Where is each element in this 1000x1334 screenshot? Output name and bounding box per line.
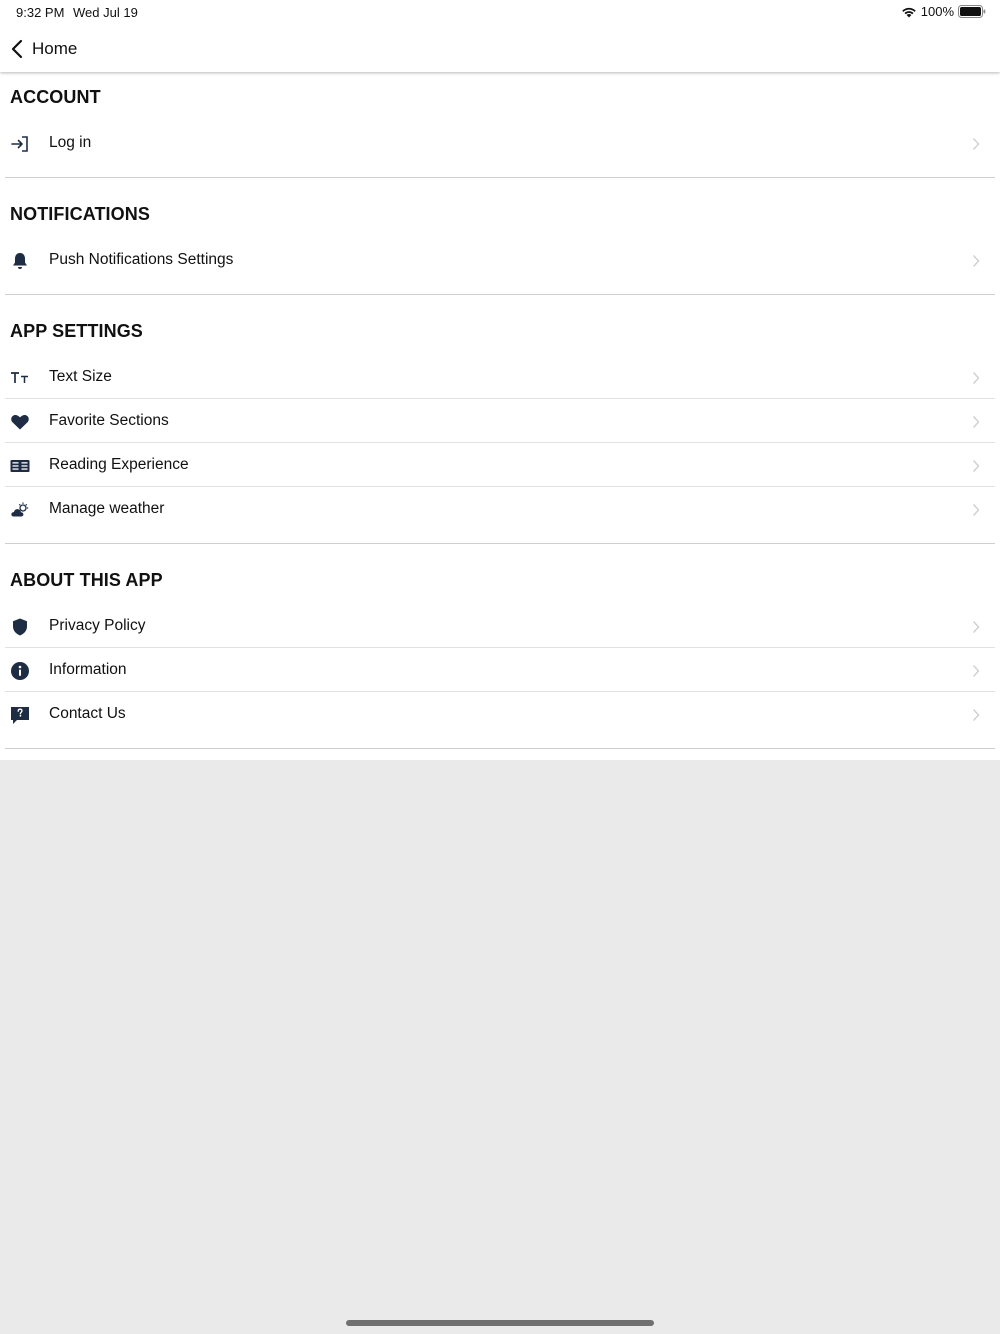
section-title-about: ABOUT THIS APP — [10, 570, 163, 590]
settings-row-label: Contact Us — [49, 705, 126, 722]
chevron-right-icon — [972, 664, 980, 678]
question-bubble-icon — [10, 705, 30, 725]
settings-row-label: Log in — [49, 134, 92, 151]
settings-row-label: Favorite Sections — [49, 412, 169, 429]
newspaper-icon — [10, 456, 30, 476]
shield-icon — [10, 617, 30, 637]
chevron-right-icon — [972, 620, 980, 634]
chevron-right-icon — [972, 503, 980, 517]
chevron-right-icon — [972, 254, 980, 268]
settings-row-push-notifications[interactable] — [0, 239, 1000, 283]
chevron-left-icon — [10, 39, 24, 59]
section-divider — [5, 294, 995, 295]
chevron-right-icon — [972, 371, 980, 385]
settings-row-text-size[interactable] — [0, 356, 1000, 400]
status-date: Wed Jul 19 — [73, 5, 138, 20]
section-title-app-settings: APP SETTINGS — [10, 321, 143, 341]
settings-row-contact-us[interactable] — [0, 693, 1000, 737]
row-divider — [5, 442, 995, 443]
battery-percentage: 100% — [920, 4, 954, 19]
settings-row-information[interactable] — [0, 649, 1000, 693]
row-divider — [5, 647, 995, 648]
text-size-icon — [10, 368, 30, 388]
section-title-account: ACCOUNT — [10, 87, 101, 107]
chevron-right-icon — [972, 708, 980, 722]
wifi-icon — [901, 6, 917, 18]
settings-row-label: Reading Experience — [49, 456, 189, 473]
settings-row-label: Manage weather — [49, 500, 165, 517]
settings-row-privacy-policy[interactable] — [0, 605, 1000, 649]
settings-row-favorite-sections[interactable] — [0, 400, 1000, 444]
section-title-notifications: NOTIFICATIONS — [10, 204, 150, 224]
settings-list — [0, 72, 1000, 760]
back-label: Home — [32, 39, 78, 58]
section-divider — [5, 748, 995, 749]
chevron-right-icon — [972, 137, 980, 151]
row-divider — [5, 486, 995, 487]
row-divider — [5, 691, 995, 692]
navigation-header — [0, 0, 1000, 72]
weather-icon — [10, 500, 30, 520]
settings-row-manage-weather[interactable] — [0, 488, 1000, 532]
settings-row-label: Privacy Policy — [49, 617, 146, 634]
login-arrow-icon — [10, 134, 30, 154]
back-button[interactable] — [10, 36, 77, 62]
bell-icon — [10, 251, 30, 271]
heart-icon — [10, 412, 30, 432]
info-icon — [10, 661, 30, 681]
section-divider — [5, 177, 995, 178]
settings-row-reading-experience[interactable] — [0, 444, 1000, 488]
settings-row-label: Text Size — [49, 368, 112, 385]
settings-row-label: Information — [49, 661, 127, 678]
home-indicator[interactable] — [346, 1320, 654, 1326]
battery-icon — [958, 5, 986, 18]
settings-row-log-in[interactable] — [0, 122, 1000, 166]
status-indicators — [901, 4, 986, 19]
chevron-right-icon — [972, 459, 980, 473]
section-divider — [5, 543, 995, 544]
chevron-right-icon — [972, 415, 980, 429]
row-divider — [5, 398, 995, 399]
settings-row-label: Push Notifications Settings — [49, 251, 234, 268]
status-time: 9:32 PM — [16, 5, 65, 20]
